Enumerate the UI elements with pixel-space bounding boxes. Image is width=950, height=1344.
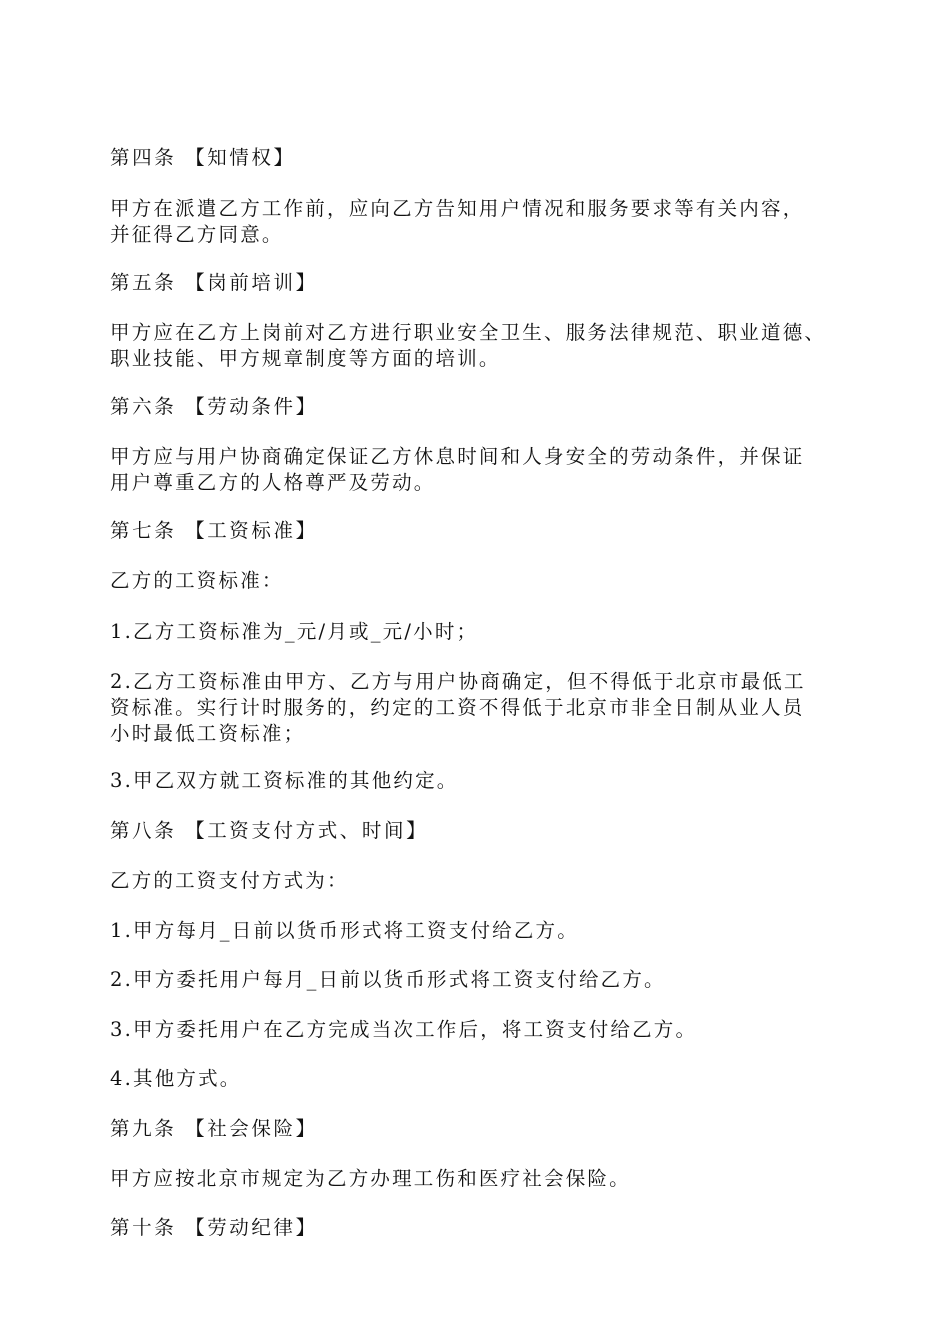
article-7-intro: 乙方的工资标准：: [110, 569, 284, 592]
article-9-body: 甲方应按北京市规定为乙方办理工伤和医疗社会保险。: [110, 1167, 631, 1190]
article-7-item-1: 1.乙方工资标准为_元/月或_元/小时；: [110, 620, 479, 643]
article-5-body: 甲方应在乙方上岗前对乙方进行职业安全卫生、服务法律规范、职业道德、 职业技能、甲方规章制度等方面的培训。: [110, 321, 827, 370]
article-8-item-1: 1.甲方每月_日前以货币形式将工资支付给乙方。: [110, 919, 579, 942]
article-10-heading: 第十条 【劳动纪律】: [110, 1216, 318, 1239]
article-8-intro: 乙方的工资支付方式为：: [110, 869, 349, 892]
article-5-heading: 第五条 【岗前培训】: [110, 271, 318, 294]
article-6-heading: 第六条 【劳动条件】: [110, 395, 318, 418]
article-6-body: 甲方应与用户协商确定保证乙方休息时间和人身安全的劳动条件，并保证 用户尊重乙方的人格尊严及劳动。: [110, 445, 805, 494]
article-7-item-2: 2.乙方工资标准由甲方、乙方与用户协商确定，但不得低于北京市最低工 资标准。实行计时服务的，约定的工资不得低于北京市非全日制从业人员 小时最低工资标准；: [110, 670, 806, 745]
article-8-heading: 第八条 【工资支付方式、时间】: [110, 819, 429, 842]
article-9-heading: 第九条 【社会保险】: [110, 1117, 318, 1140]
article-8-item-4: 4.其他方式。: [110, 1067, 242, 1090]
article-4-heading: 第四条 【知情权】: [110, 146, 296, 169]
article-7-item-3: 3.甲乙双方就工资标准的其他约定。: [110, 769, 459, 792]
article-4-body: 甲方在派遣乙方工作前，应向乙方告知用户情况和服务要求等有关内容， 并征得乙方同意。: [110, 197, 805, 246]
article-7-heading: 第七条 【工资标准】: [110, 519, 318, 542]
article-8-item-2: 2.甲方委托用户每月_日前以货币形式将工资支付给乙方。: [110, 968, 666, 991]
article-8-item-3: 3.甲方委托用户在乙方完成当次工作后，将工资支付给乙方。: [110, 1018, 698, 1041]
